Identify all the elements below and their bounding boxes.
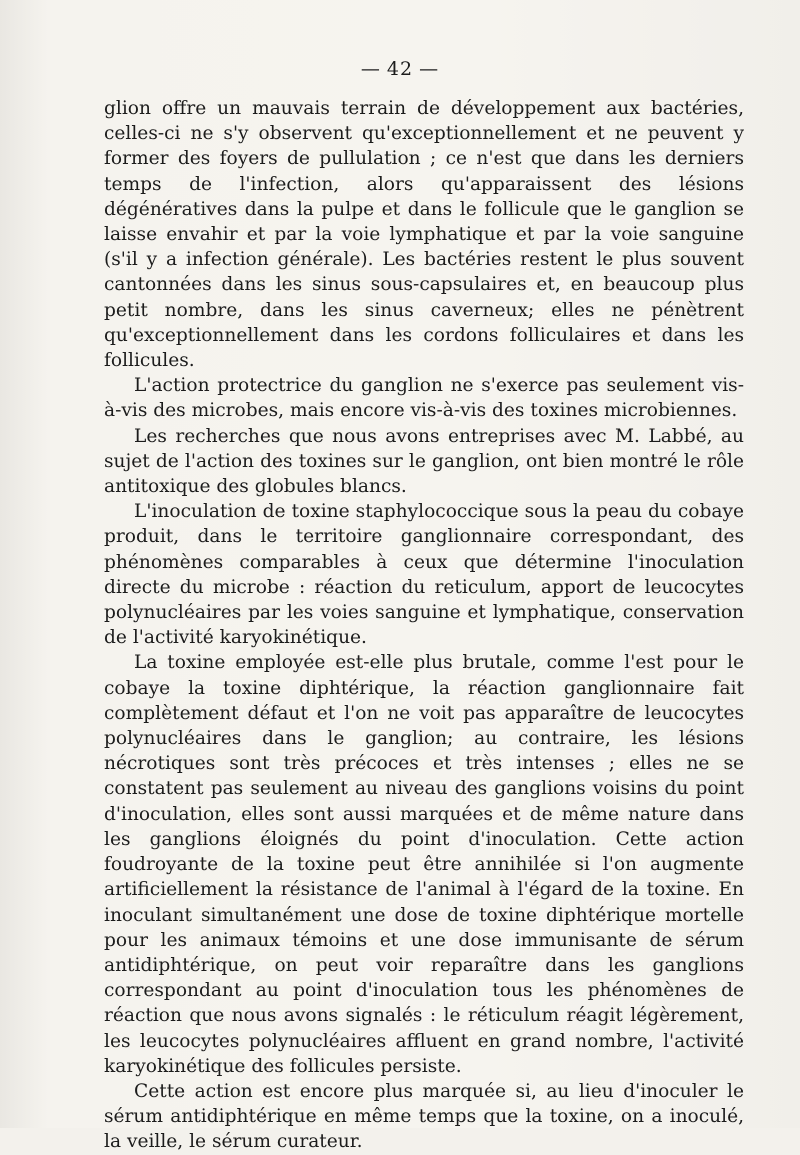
paragraph-toxine-diphterique: La toxine employée est-elle plus brutale, comme l'est pour le cobaye la toxine diphtérique, la réaction ganglionnaire fait complètement défaut et l'on ne voit pas apparaître de leucocytes polynucléaires dans le ganglion; au contraire, les lésions nécrotiques sont très précoces et très intenses ; elles ne se constatent pas seulement au niveau des ganglions voisins du point d'inoculation, elles sont aussi marquées et de même nature dans les ganglions éloignés du point d'inoculation. Cette action foudroyante de la toxine peut être annihilée si l'on augmente artificiellement la résistance de l'animal à l'égard de la toxine. En inoculant simultanément une dose de toxine diphtérique mortelle pour les animaux témoins et une dose immunisante de sérum antidiphtérique, on peut voir reparaître dans les ganglions correspondant au point d'inoculation tous les phénomènes de réaction que nous avons signalés : le réticulum réagit légèrement, les leucocytes polynucléaires affluent en grand nombre, l'activité karyokinétique des follicules persiste. [104, 652, 744, 1077]
page-number-value: 42 [386, 58, 414, 80]
body-text [104, 96, 744, 1155]
paragraph-inoculation: L'inoculation de toxine staphylococcique sous la peau du cobaye produit, dans le territoire ganglionnaire correspondant, des phénomènes comparables à ceux que détermine l'inoculation directe du microbe : réaction du reticulum, apport de leucocytes polynucléaires par les voies sanguine et lymphatique, conservation de l'activité karyokinétique. [104, 501, 744, 649]
page-number-dash-right: — [419, 58, 440, 80]
paragraph-recherches: Les recherches que nous avons entreprises avec M. Labbé, au sujet de l'action des toxines sur le ganglion, ont bien montré le rôle antitoxique des globules blancs. [104, 425, 744, 498]
paragraph-action-protectrice: L'action protectrice du ganglion ne s'exerce pas seulement vis-à-vis des microbes, mais encore vis-à-vis des toxines microbiennes. [104, 375, 744, 422]
paragraph-serum-curateur: Cette action est encore plus marquée si, au lieu d'inoculer le sérum antidiphtérique en même temps que la toxine, on a inoculé, la veille, le sérum curateur. [104, 1080, 744, 1153]
page-number-dash-left: — [360, 58, 381, 80]
page-number [0, 58, 800, 80]
paragraph-continuation: glion offre un mauvais terrain de développement aux bactéries, celles-ci ne s'y observent qu'exceptionnellement et ne peuvent y former des foyers de pullulation ; ce n'est que dans les derniers temps de l'infection, alors qu'apparaissent des lésions dégénératives dans la pulpe et dans le follicule que le ganglion se laisse envahir et par la voie lymphatique et par la voie sanguine (s'il y a infection générale). Les bactéries restent le plus souvent cantonnées dans les sinus sous-capsulaires et, en beaucoup plus petit nombre, dans les sinus caverneux; elles ne pénètrent qu'exceptionnellement dans les cordons folliculaires et dans les follicules. [104, 98, 744, 372]
